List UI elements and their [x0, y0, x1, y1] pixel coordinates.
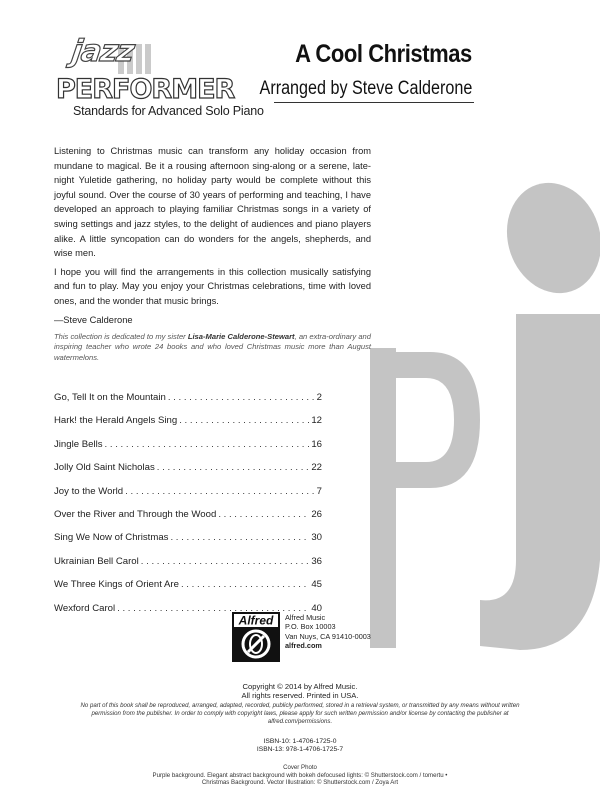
publisher-url[interactable]: alfred.com [285, 641, 322, 651]
book-title: A Cool Christmas [295, 40, 472, 68]
toc-page: 30 [311, 532, 322, 544]
toc-title: Jingle Bells [54, 438, 103, 450]
toc-page: 40 [311, 602, 322, 614]
toc-entry[interactable] [54, 439, 322, 462]
toc-page: 12 [311, 415, 322, 427]
publisher-po-box: P.O. Box 10003 [285, 622, 336, 632]
isbn-10: ISBN-10: 1-4706-1725-0 [263, 738, 337, 745]
alfred-logo [232, 612, 280, 662]
photo-credits [60, 764, 540, 787]
toc-leader [179, 415, 309, 426]
toc-title: Hark! the Herald Angels Sing [54, 415, 178, 427]
dedication-post: , an extra-ordinary and inspiring teacher who wrote 24 books and who loved Christmas music more than August watermelons. [54, 332, 372, 362]
arranger-credit: Arranged by Steve Calderone [259, 78, 472, 99]
toc-title: Joy to the World [54, 485, 124, 497]
toc-title: Ukrainian Bell Carol [54, 555, 139, 567]
dedication-name: Lisa-Marie Calderone-Stewart [187, 332, 295, 342]
p-stem-shape [370, 348, 396, 648]
toc-entry[interactable] [54, 603, 322, 626]
toc-page: 2 [316, 392, 322, 403]
toc-page: 36 [311, 555, 322, 567]
credits-heading: Cover Photo [283, 764, 317, 771]
toc-title: We Three Kings of Orient Are [54, 579, 179, 591]
series-subtitle: Standards for Advanced Solo Piano [73, 104, 264, 118]
toc-page: 26 [311, 508, 322, 520]
isbn-13: ISBN-13: 978-1-4706-1725-7 [256, 746, 344, 754]
toc-title: Wexford Carol [54, 602, 116, 614]
toc-title: Sing We Now of Christmas [54, 532, 169, 544]
logo-performer-word: PERFORMER [56, 74, 235, 105]
toc-leader [141, 556, 310, 567]
toc-entry[interactable] [54, 392, 322, 415]
intro-paragraph-2: I hope you will find the arrangements in this collection musically satisfying and fun to play. May you enjoy your Christmas celebrations, time with loved ones, and the wonder that music brings. [54, 266, 371, 306]
introduction [54, 144, 371, 367]
toc-page: 45 [311, 579, 322, 591]
toc-page: 7 [316, 485, 322, 497]
toc-leader [218, 509, 309, 520]
toc-title: Go, Tell It on the Mountain [54, 392, 166, 403]
toc-page: 22 [311, 462, 322, 474]
toc-page: 16 [311, 438, 322, 450]
toc-leader [170, 532, 309, 543]
signature: —Steve Calderone [54, 314, 133, 325]
publisher-city: Van Nuys, CA 91410-0003 [285, 631, 371, 641]
toc-leader [157, 462, 310, 473]
toc-entry[interactable] [54, 556, 322, 579]
publisher-address [285, 613, 371, 651]
dedication [54, 332, 371, 363]
toc-entry[interactable] [54, 509, 322, 532]
dedication-pre: This collection is dedicated to my sister [54, 332, 188, 342]
toc-entry[interactable] [54, 579, 322, 602]
logo-jazz-word: jazz [69, 34, 136, 69]
intro-paragraph-1: Listening to Christmas music can transform any holiday occasion from mundane to magical. Be it a rousing afternoon sing-along or a serene, late-night Yuletide gathering, no holiday party would be complete without this joyful sound. Over the course of 30 years of performing and teaching, I have developed an approach to playing familiar Christmas songs in a variety of swing settings and jazz styles, to the delight of audiences and piano players alike. A little syncopation can do wonders for the angels, shepherds, and wise men. [54, 146, 371, 259]
j-dot-shape [493, 171, 600, 306]
toc-leader [168, 392, 315, 403]
credits-line-2: Christmas Background. Vector Illustration: © Shutterstock.com / Zoya Art [201, 779, 399, 787]
toc-title: Over the River and Through the Wood [54, 508, 217, 520]
alfred-logo-text: Alfred [238, 613, 274, 628]
credits-line-1: Purple background. Elegant abstract background with bokeh defocused lights: © Shutterstock.com / tomertu • [152, 771, 448, 779]
copyright-line-2: All rights reserved. Printed in USA. [241, 691, 359, 701]
isbn-block [0, 738, 600, 755]
toc-entry[interactable] [54, 415, 322, 438]
toc-leader [181, 579, 309, 590]
toc-title: Jolly Old Saint Nicholas [54, 462, 155, 474]
toc-leader [117, 603, 309, 614]
toc-leader [125, 486, 315, 497]
table-of-contents [54, 392, 322, 626]
publisher-name: Alfred Music [285, 613, 326, 622]
toc-leader [105, 439, 310, 450]
copyright-notice [0, 682, 600, 700]
toc-entry[interactable] [54, 486, 322, 509]
copyright-line-1: Copyright © 2014 by Alfred Music. [242, 682, 358, 691]
toc-entry[interactable] [54, 532, 322, 555]
j-stem-shape [480, 314, 600, 650]
legal-notice: No part of this book shall be reproduced, arranged, adapted, recorded, publicly performed, stored in a retrieval system, or transmitted by any means without written permission from the publisher. In order to comply with copyright laws, please apply for such written permission and/or license by contacting the publisher at alfred.com/permissions. [80, 702, 520, 725]
series-logo [56, 34, 264, 124]
toc-entry[interactable] [54, 462, 322, 485]
